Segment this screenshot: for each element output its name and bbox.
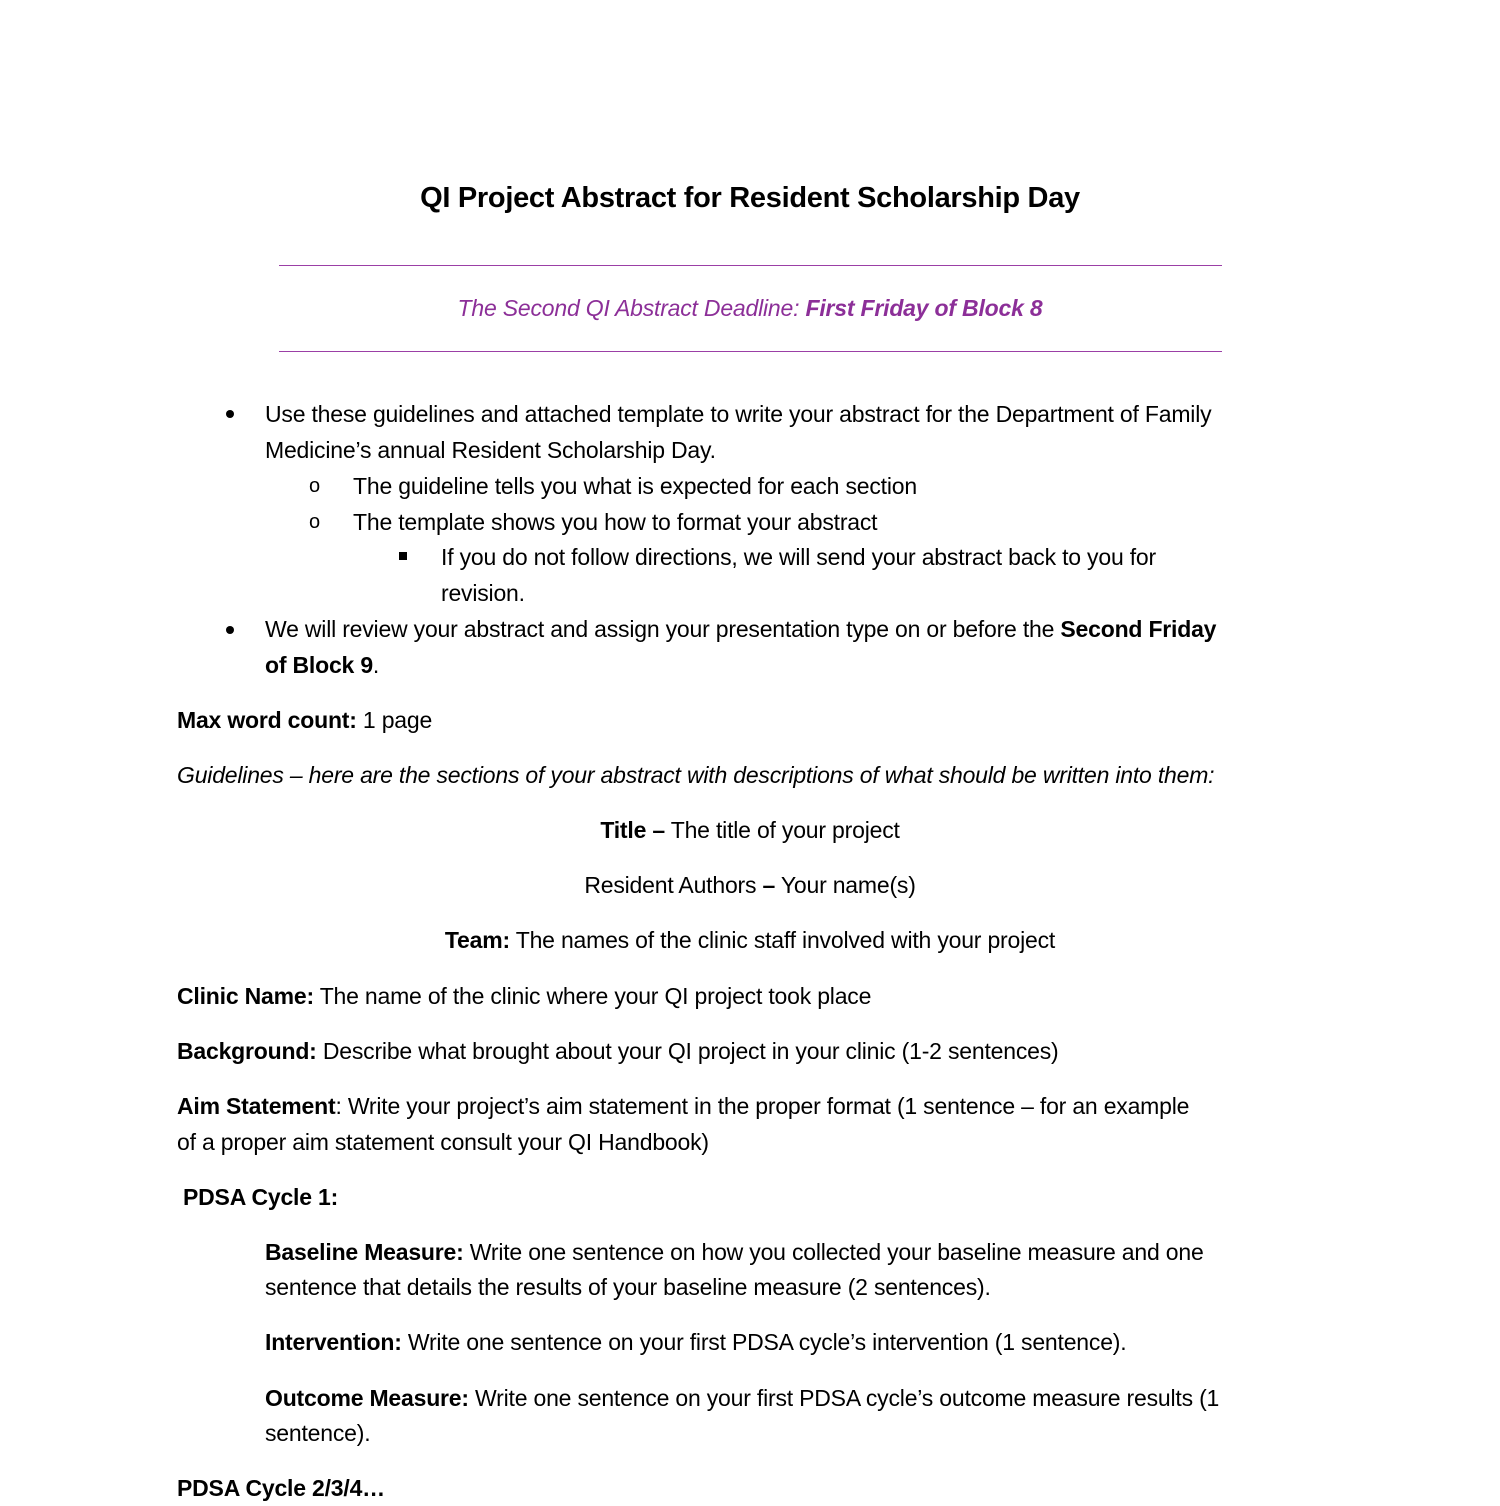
section-authors [0, 867, 1500, 903]
bullet-2-period: . [372, 652, 380, 678]
section-authors-label: Resident Authors [584, 872, 763, 898]
section-outcome-label: Outcome Measure: [265, 1385, 469, 1411]
page-title: QI Project Abstract for Resident Scholarship Day [420, 182, 1080, 214]
section-clinic [177, 978, 871, 1014]
section-background-label: Background: [177, 1038, 317, 1064]
section-outcome-desc: Write one sentence on your first PDSA cycle’s outcome measure results (1 [468, 1385, 1220, 1411]
section-title-desc: The title of your project [664, 817, 900, 843]
section-baseline-desc: Write one sentence on how you collected your baseline measure and one [463, 1239, 1204, 1265]
top-divider [279, 265, 1222, 266]
section-outcome-line-2: sentence). [265, 1420, 371, 1446]
section-title-label: Title – [600, 817, 665, 843]
section-title [0, 812, 1500, 848]
circle-bullet-icon: o [309, 475, 321, 497]
section-intervention-label: Intervention: [265, 1329, 402, 1355]
square-bullet-icon [399, 552, 407, 560]
section-team-label: Team: [444, 927, 510, 953]
bullet-2-text: We will review your abstract and assign your presentation type on or before the [265, 616, 1061, 642]
section-aim-desc: : Write your project’s aim statement in the proper format (1 sentence – for an example [335, 1093, 1190, 1119]
deadline-notice [0, 290, 1500, 326]
section-aim-line-2: of a proper aim statement consult your QI Handbook) [177, 1129, 709, 1155]
bullet-icon [226, 626, 234, 634]
section-pdsa-1 [183, 1179, 338, 1215]
bullet-1-line-2: Medicine’s annual Resident Scholarship Day. [265, 437, 716, 463]
section-authors-desc: Your name(s) [775, 872, 916, 898]
section-intervention [265, 1324, 1126, 1360]
section-aim-label: Aim Statement [177, 1093, 336, 1119]
section-team [0, 922, 1500, 958]
deadline-date: First Friday of Block 8 [805, 295, 1043, 321]
bullet-2-line-2 [265, 647, 379, 683]
max-word-count [177, 702, 432, 738]
section-clinic-label: Clinic Name: [177, 983, 314, 1009]
section-aim-line-1 [177, 1088, 1189, 1124]
circle-bullet-icon: o [309, 511, 321, 533]
max-word-value: 1 page [356, 707, 433, 733]
section-baseline-line-1 [265, 1234, 1204, 1270]
bullet-2-bold-date: Second Friday [1060, 616, 1217, 642]
bottom-divider [279, 351, 1222, 352]
section-intervention-desc: Write one sentence on your first PDSA cycle’s intervention (1 sentence). [401, 1329, 1127, 1355]
section-clinic-desc: The name of the clinic where your QI project took place [313, 983, 872, 1009]
guidelines-intro: Guidelines – here are the sections of your abstract with descriptions of what should be written into them: [177, 762, 1215, 788]
section-background [177, 1033, 1058, 1069]
deadline-prefix: The Second QI Abstract Deadline: [457, 295, 806, 321]
section-baseline-line-2: sentence that details the results of your baseline measure (2 sentences). [265, 1274, 991, 1300]
section-pdsa-1-label: PDSA Cycle 1: [183, 1184, 339, 1210]
section-outcome-line-1 [265, 1380, 1219, 1416]
section-team-desc: The names of the clinic staff involved with your project [509, 927, 1056, 953]
section-pdsa-more [177, 1470, 385, 1506]
sub-sub-bullet-line-2: revision. [441, 580, 525, 606]
sub-bullet-1: The guideline tells you what is expected for each section [353, 473, 917, 499]
max-word-label: Max word count: [177, 707, 357, 733]
sub-sub-bullet-line-1: If you do not follow directions, we will send your abstract back to you for [441, 544, 1156, 570]
sub-bullet-2: The template shows you how to format your abstract [353, 509, 878, 535]
section-pdsa-more-label: PDSA Cycle 2/3/4… [177, 1475, 385, 1501]
section-baseline-label: Baseline Measure: [265, 1239, 464, 1265]
bullet-1-line-1: Use these guidelines and attached template to write your abstract for the Department of Family [265, 401, 1212, 427]
bullet-2-line-1 [265, 611, 1216, 647]
section-authors-dash: – [762, 872, 776, 898]
bullet-icon [226, 410, 234, 418]
bullet-2-bold-block: of Block 9 [265, 652, 373, 678]
section-background-desc: Describe what brought about your QI project in your clinic (1-2 sentences) [316, 1038, 1059, 1064]
